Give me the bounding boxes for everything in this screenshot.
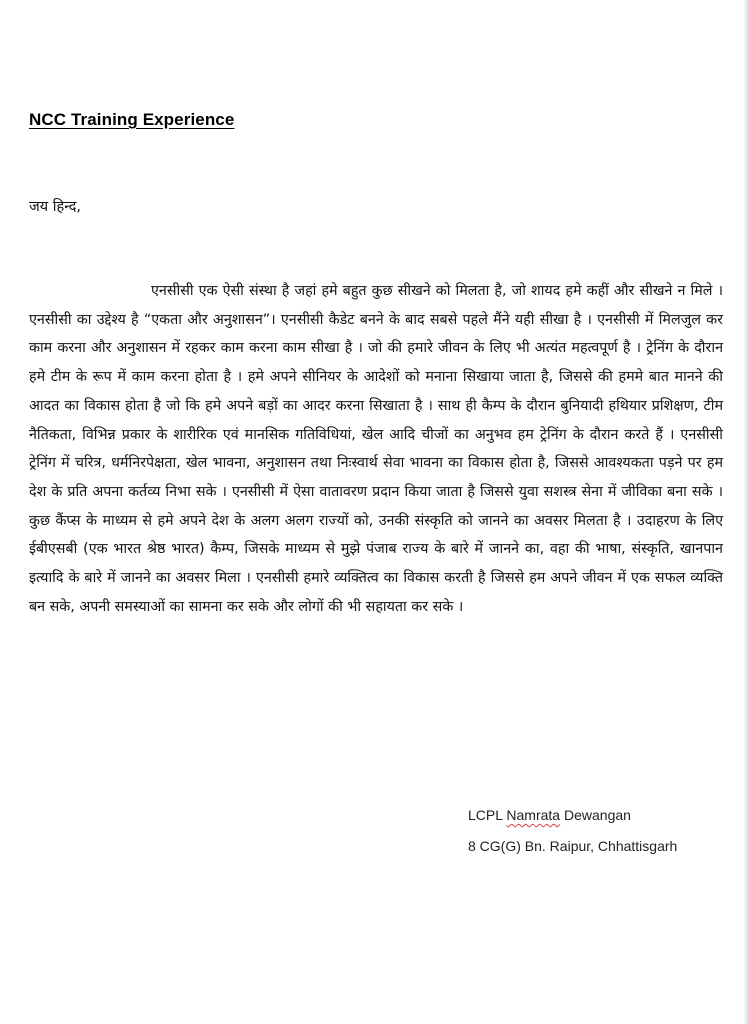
first-name: Namrata (506, 807, 561, 823)
page-edge-shadow (743, 0, 749, 1024)
signature-name (468, 800, 677, 831)
greeting: जय हिन्द, (29, 199, 82, 215)
signature-block (468, 800, 677, 862)
signature-unit: 8 CG(G) Bn. Raipur, Chhattisgarh (468, 838, 678, 854)
body-paragraph: एनसीसी एक ऐसी संस्था है जहां हमे बहुत कुछ सीखने को मिलता है, जो शायद हमे कहीं और सीखने न मिले । एनसीसी का उद्देश्य है “एकता और अनुशासन”। एनसीसी कैडेट बनने के बाद सबसे पहले मैंने यही सीखा है । एनसीसी में मिलजुल कर काम करना और अनुशासन में रहकर काम करना काम सीखा है । जो की हमारे जीवन के लिए भी अत्यंत महत्वपूर्ण है । ट्रेनिंग के दौरान हमे टीम के रूप में काम करना होता है । हमे अपने सीनियर के आदेशों को मनाना सिखाया जाता है, जिससे की हममे बात मानने की आदत का विकास होता है जो कि हमे अपने बड़ों का आदर करना सिखाता है । साथ ही कैम्प के दौरान बुनियादी हथियार प्रशिक्षण, टीम नैतिकता, विभिन्न प्रकार के शारीरिक एवं मानसिक गतिविधियां, खेल आदि चीजों का अनुभव हम ट्रेनिंग के दौरान करते हैं । एनसीसी ट्रेनिंग में चरित्र, धर्मनिरपेक्षता, खेल भावना, अनुशासन तथा निःस्वार्थ सेवा भावना का विकास होता है, जिससे आवश्यकता पड़ने पर हम देश के प्रति अपना कर्तव्य निभा सके । एनसीसी में ऐसा वातावरण प्रदान किया जाता है जिससे युवा सशस्त्र सेना में जीविका बना सके । कुछ कैंप्स के माध्यम से हमे अपने देश के अलग अलग राज्यों को, उनकी संस्कृति को जानने का अवसर मिलता है । उदाहरण के लिए ईबीएसबी (एक भारत श्रेष्ठ भारत) कैम्प, जिसके माध्यम से मुझे पंजाब राज्य के बारे में जानने का, वहा की भाषा, संस्कृति, खानपान इत्यादि के बारे में जानने का अवसर मिला । एनसीसी हमारे व्यक्तित्व का विकास करती है जिससे हम अपने जीवन में एक सफल व्यक्ति बन सके, अपनी समस्याओं का सामना कर सके और लोगों की भी सहायता कर सके । (29, 283, 723, 615)
document-title: NCC Training Experience (29, 110, 235, 129)
last-name: Dewangan (563, 807, 631, 823)
rank: LCPL (468, 807, 503, 823)
